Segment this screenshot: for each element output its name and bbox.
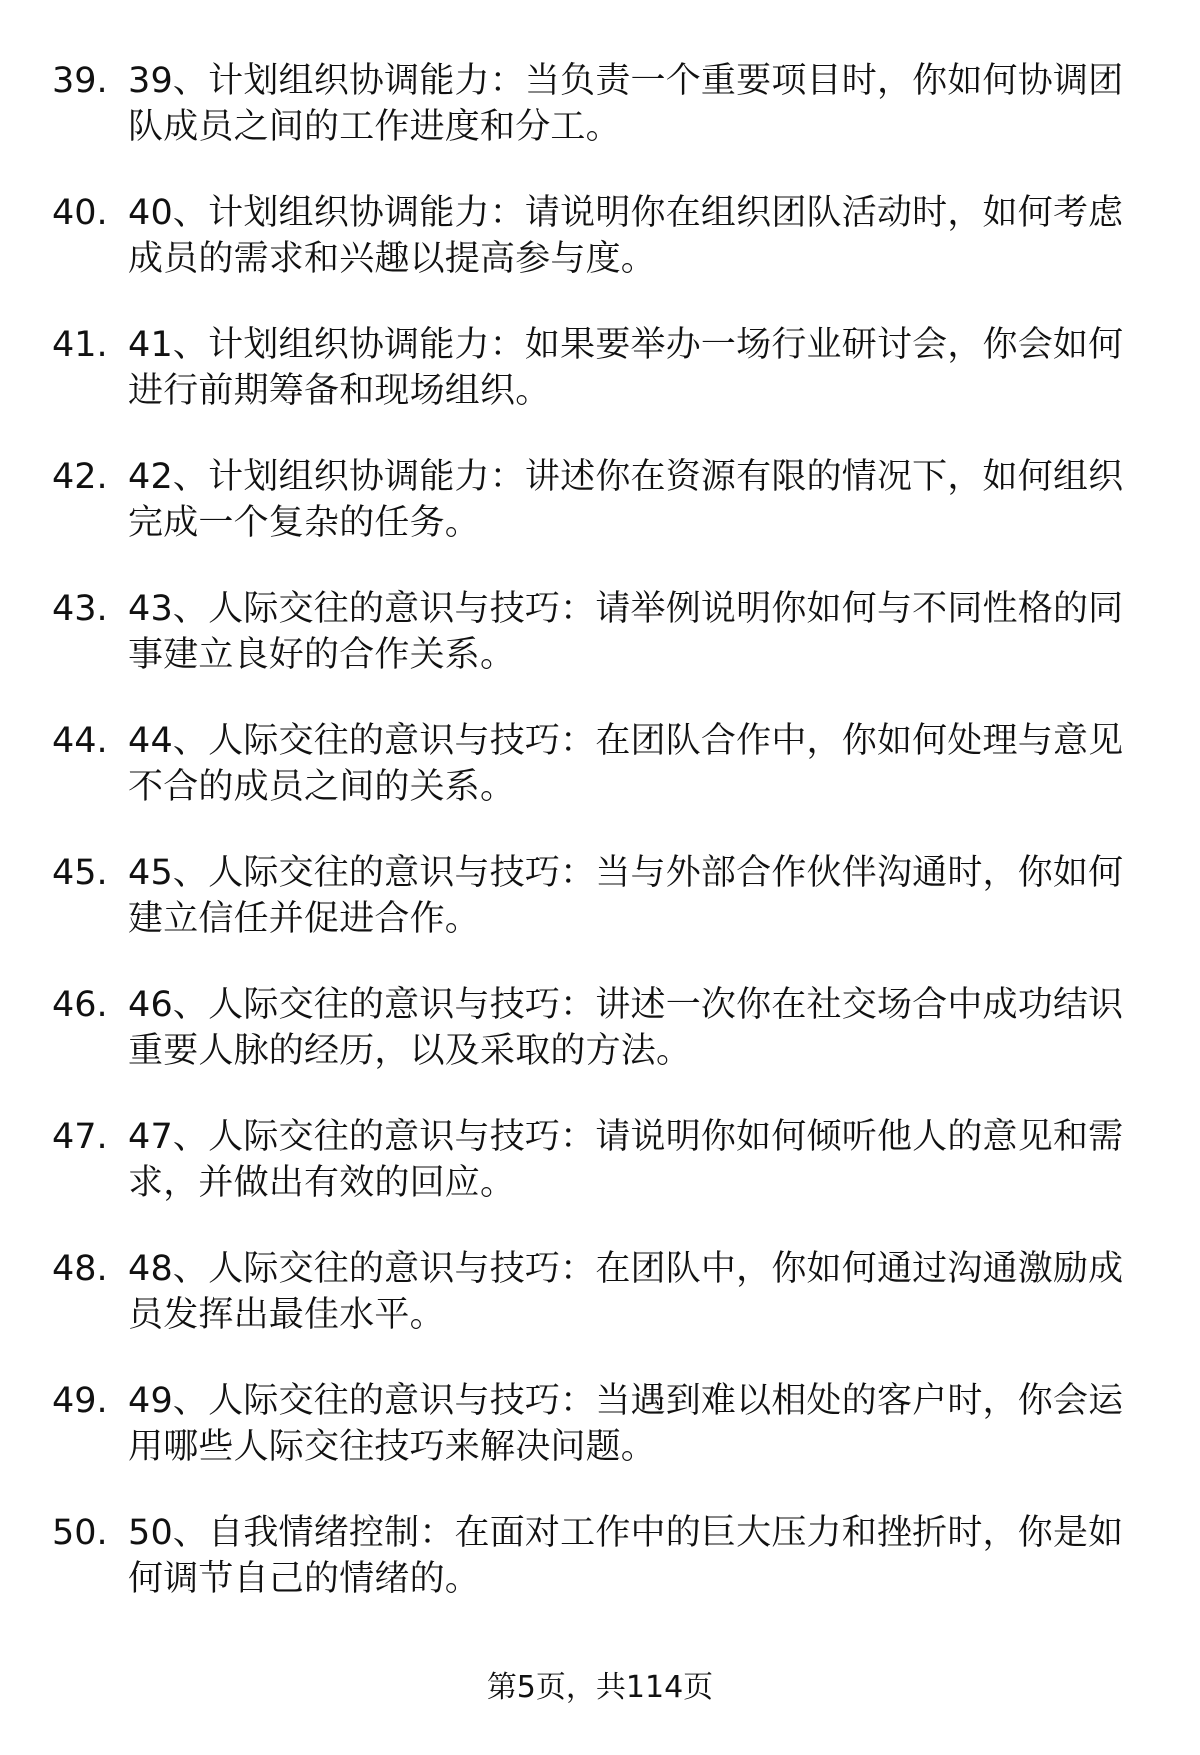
question-text: 39、计划组织协调能力：当负责一个重要项目时，你如何协调团队成员之间的工作进度和分工。 — [128, 61, 1124, 147]
question-text: 40、计划组织协调能力：请说明你在组织团队活动时，如何考虑成员的需求和兴趣以提高参与度。 — [128, 193, 1124, 279]
question-number: 50. — [52, 1513, 108, 1553]
question-item — [0, 982, 1200, 1114]
question-item — [0, 322, 1200, 454]
question-text: 42、计划组织协调能力：讲述你在资源有限的情况下，如何组织完成一个复杂的任务。 — [128, 457, 1124, 543]
question-number: 41. — [52, 325, 108, 365]
question-text: 44、人际交往的意识与技巧：在团队合作中，你如何处理与意见不合的成员之间的关系。 — [128, 721, 1124, 807]
question-number: 43. — [52, 589, 108, 629]
question-number: 42. — [52, 457, 108, 497]
question-list — [0, 58, 1200, 1642]
question-item — [0, 1246, 1200, 1378]
question-text: 49、人际交往的意识与技巧：当遇到难以相处的客户时，你会运用哪些人际交往技巧来解决问题。 — [128, 1381, 1124, 1467]
question-number: 44. — [52, 721, 108, 761]
question-number: 49. — [52, 1381, 108, 1421]
question-item — [0, 850, 1200, 982]
question-text: 47、人际交往的意识与技巧：请说明你如何倾听他人的意见和需求，并做出有效的回应。 — [128, 1117, 1124, 1203]
question-item — [0, 1378, 1200, 1510]
question-number: 45. — [52, 853, 108, 893]
page-footer: 第5页，共114页 — [486, 1670, 714, 1705]
question-number: 48. — [52, 1249, 108, 1289]
question-text: 48、人际交往的意识与技巧：在团队中，你如何通过沟通激励成员发挥出最佳水平。 — [128, 1249, 1124, 1335]
question-item — [0, 454, 1200, 586]
question-text: 45、人际交往的意识与技巧：当与外部合作伙伴沟通时，你如何建立信任并促进合作。 — [128, 853, 1124, 939]
question-number: 40. — [52, 193, 108, 233]
question-item — [0, 190, 1200, 322]
question-item — [0, 586, 1200, 718]
question-item — [0, 58, 1200, 190]
question-item — [0, 1114, 1200, 1246]
question-item — [0, 1510, 1200, 1642]
question-number: 46. — [52, 985, 108, 1025]
question-text: 50、自我情绪控制：在面对工作中的巨大压力和挫折时，你是如何调节自己的情绪的。 — [128, 1513, 1124, 1599]
question-text: 43、人际交往的意识与技巧：请举例说明你如何与不同性格的同事建立良好的合作关系。 — [128, 589, 1124, 675]
question-item — [0, 718, 1200, 850]
question-text: 41、计划组织协调能力：如果要举办一场行业研讨会，你会如何进行前期筹备和现场组织。 — [128, 325, 1124, 411]
question-text: 46、人际交往的意识与技巧：讲述一次你在社交场合中成功结识重要人脉的经历，以及采取的方法。 — [128, 985, 1124, 1071]
question-number: 39. — [52, 61, 108, 101]
question-number: 47. — [52, 1117, 108, 1157]
